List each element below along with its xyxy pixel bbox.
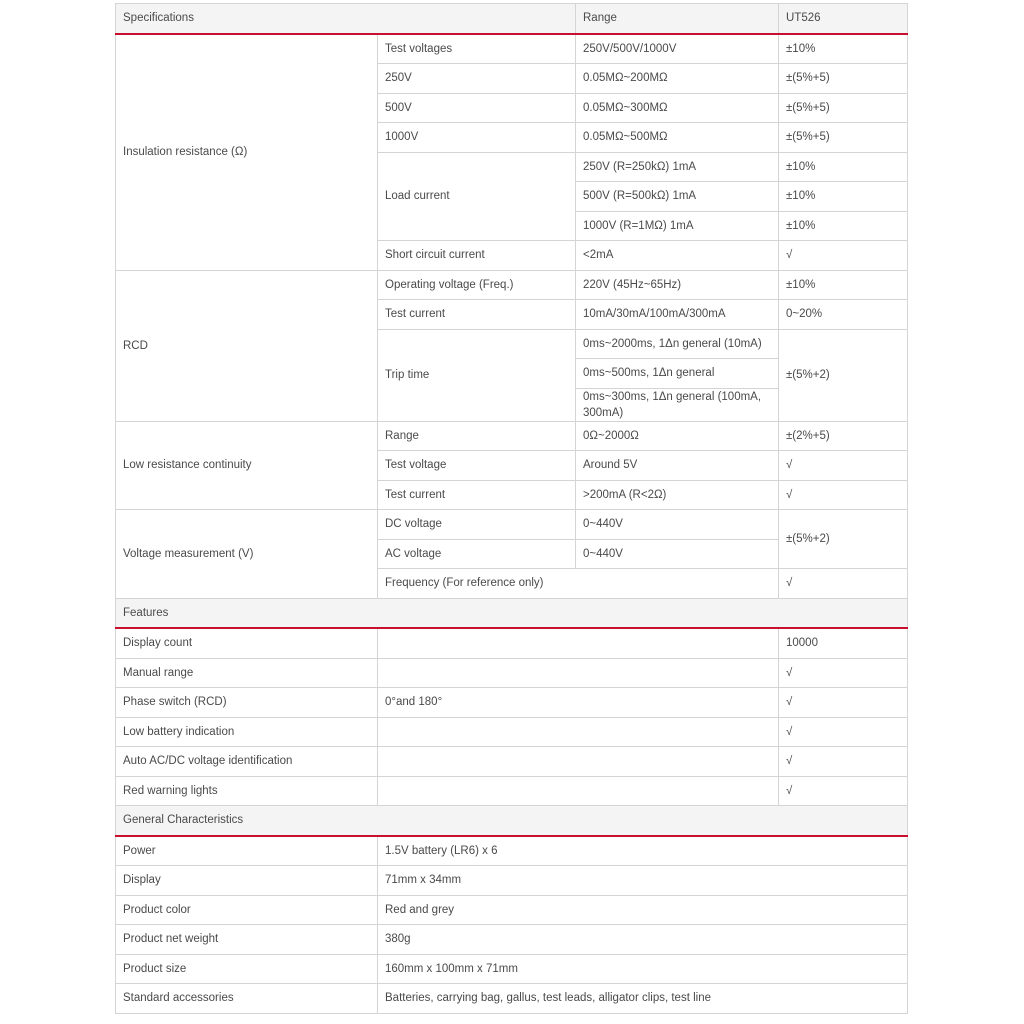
value-cell: ±(5%+5) (779, 93, 908, 123)
section-title: General Characteristics (116, 806, 908, 836)
param-cell: Short circuit current (378, 241, 576, 271)
range-cell: 220V (45Hz~65Hz) (576, 270, 779, 300)
group-continuity-label: Low resistance continuity (116, 421, 378, 510)
characteristic-name: Product color (116, 895, 378, 925)
range-cell: 0ms~2000ms, 1Δn general (10mA) (576, 329, 779, 359)
param-cell: Range (378, 421, 576, 451)
value-cell: ±(5%+5) (779, 123, 908, 153)
param-cell: AC voltage (378, 539, 576, 569)
table-row (116, 510, 908, 540)
feature-detail: 0°and 180° (378, 688, 779, 718)
feature-detail (378, 717, 779, 747)
feature-detail (378, 628, 779, 658)
value-cell: √ (779, 241, 908, 271)
characteristic-value: Batteries, carrying bag, gallus, test leads, alligator clips, test line (378, 984, 908, 1014)
characteristic-value: 71mm x 34mm (378, 866, 908, 896)
spec-table (115, 3, 908, 1014)
range-cell: 500V (R=500kΩ) 1mA (576, 182, 779, 212)
characteristic-value: Red and grey (378, 895, 908, 925)
range-cell: Around 5V (576, 451, 779, 481)
feature-value: √ (779, 717, 908, 747)
value-cell: ±10% (779, 182, 908, 212)
param-cell: Test current (378, 300, 576, 330)
header-model: UT526 (779, 4, 908, 34)
characteristic-value: 1.5V battery (LR6) x 6 (378, 836, 908, 866)
table-row (116, 421, 908, 451)
value-cell: √ (779, 451, 908, 481)
group-rcd-label: RCD (116, 270, 378, 421)
feature-name: Red warning lights (116, 776, 378, 806)
table-row (116, 895, 908, 925)
group-voltage-label: Voltage measurement (V) (116, 510, 378, 599)
value-cell: ±(5%+5) (779, 64, 908, 94)
group-insulation-label: Insulation resistance (Ω) (116, 34, 378, 271)
characteristic-name: Product size (116, 954, 378, 984)
feature-name: Phase switch (RCD) (116, 688, 378, 718)
table-row (116, 34, 908, 64)
characteristic-name: Standard accessories (116, 984, 378, 1014)
section-title: Features (116, 598, 908, 628)
param-cell: DC voltage (378, 510, 576, 540)
table-row (116, 925, 908, 955)
characteristic-value: 380g (378, 925, 908, 955)
feature-name: Display count (116, 628, 378, 658)
value-cell: ±10% (779, 152, 908, 182)
feature-detail (378, 776, 779, 806)
characteristic-name: Product net weight (116, 925, 378, 955)
range-cell: 0Ω~2000Ω (576, 421, 779, 451)
spec-header-row (116, 4, 908, 34)
value-cell: ±(5%+2) (779, 329, 908, 421)
table-row (116, 866, 908, 896)
table-row (116, 984, 908, 1014)
feature-value: √ (779, 658, 908, 688)
param-cell: Test voltages (378, 34, 576, 64)
table-row (116, 954, 908, 984)
param-cell: 250V (378, 64, 576, 94)
feature-value: √ (779, 776, 908, 806)
value-cell: ±10% (779, 34, 908, 64)
feature-name: Auto AC/DC voltage identification (116, 747, 378, 777)
characteristic-value: 160mm x 100mm x 71mm (378, 954, 908, 984)
value-cell: √ (779, 569, 908, 599)
range-cell: 0~440V (576, 510, 779, 540)
range-cell: 0ms~300ms, 1Δn general (100mA, 300mA) (576, 388, 779, 421)
table-row (116, 658, 908, 688)
param-cell: 500V (378, 93, 576, 123)
param-cell: Trip time (378, 329, 576, 421)
range-cell: 0~440V (576, 539, 779, 569)
value-cell: ±10% (779, 270, 908, 300)
table-row (116, 628, 908, 658)
feature-value: 10000 (779, 628, 908, 658)
range-cell: <2mA (576, 241, 779, 271)
range-cell: 10mA/30mA/100mA/300mA (576, 300, 779, 330)
param-cell: Test current (378, 480, 576, 510)
feature-value: √ (779, 747, 908, 777)
header-specifications: Specifications (116, 4, 576, 34)
range-cell: 1000V (R=1MΩ) 1mA (576, 211, 779, 241)
value-cell: √ (779, 480, 908, 510)
range-cell: >200mA (R<2Ω) (576, 480, 779, 510)
param-cell: Test voltage (378, 451, 576, 481)
value-cell: ±(2%+5) (779, 421, 908, 451)
range-cell: 250V/500V/1000V (576, 34, 779, 64)
characteristic-name: Power (116, 836, 378, 866)
table-row (116, 776, 908, 806)
feature-detail (378, 658, 779, 688)
param-cell: 1000V (378, 123, 576, 153)
table-row (116, 270, 908, 300)
table-row (116, 747, 908, 777)
range-cell: 250V (R=250kΩ) 1mA (576, 152, 779, 182)
characteristic-name: Display (116, 866, 378, 896)
section-header-general (116, 806, 908, 836)
header-range: Range (576, 4, 779, 34)
range-cell: 0.05MΩ~500MΩ (576, 123, 779, 153)
feature-name: Low battery indication (116, 717, 378, 747)
value-cell: ±(5%+2) (779, 510, 908, 569)
value-cell: ±10% (779, 211, 908, 241)
range-cell: 0.05MΩ~300MΩ (576, 93, 779, 123)
table-row (116, 717, 908, 747)
table-row (116, 836, 908, 866)
section-header-features (116, 598, 908, 628)
param-cell: Operating voltage (Freq.) (378, 270, 576, 300)
feature-value: √ (779, 688, 908, 718)
table-row (116, 688, 908, 718)
range-cell: 0ms~500ms, 1Δn general (576, 359, 779, 389)
feature-detail (378, 747, 779, 777)
value-cell: 0~20% (779, 300, 908, 330)
feature-name: Manual range (116, 658, 378, 688)
param-cell: Frequency (For reference only) (378, 569, 779, 599)
range-cell: 0.05MΩ~200MΩ (576, 64, 779, 94)
param-cell: Load current (378, 152, 576, 241)
